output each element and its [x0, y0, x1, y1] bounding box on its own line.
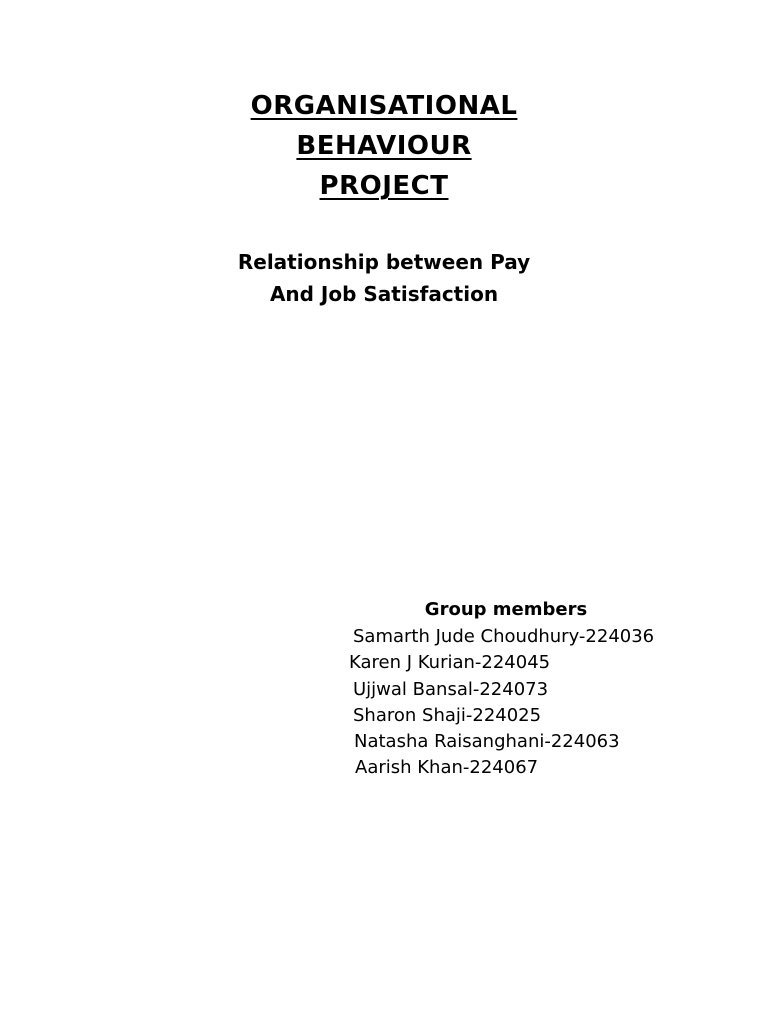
group-members-heading: Group members [424, 599, 588, 620]
member-item: Natasha Raisanghani-224063 [354, 731, 620, 752]
project-title-line-3: PROJECT [319, 171, 449, 201]
project-title-line-1: ORGANISATIONAL [250, 91, 518, 121]
member-item: Karen J Kurian-224045 [349, 652, 551, 673]
member-item: Aarish Khan-224067 [355, 757, 539, 778]
project-title-line-2: BEHAVIOUR [296, 131, 472, 161]
member-item: Sharon Shaji-224025 [353, 705, 542, 726]
member-item: Ujjwal Bansal-224073 [353, 679, 549, 700]
project-subtitle-line-2: And Job Satisfaction [269, 282, 499, 306]
project-subtitle-line-1: Relationship between Pay [237, 250, 531, 274]
member-item: Samarth Jude Choudhury-224036 [353, 626, 655, 647]
